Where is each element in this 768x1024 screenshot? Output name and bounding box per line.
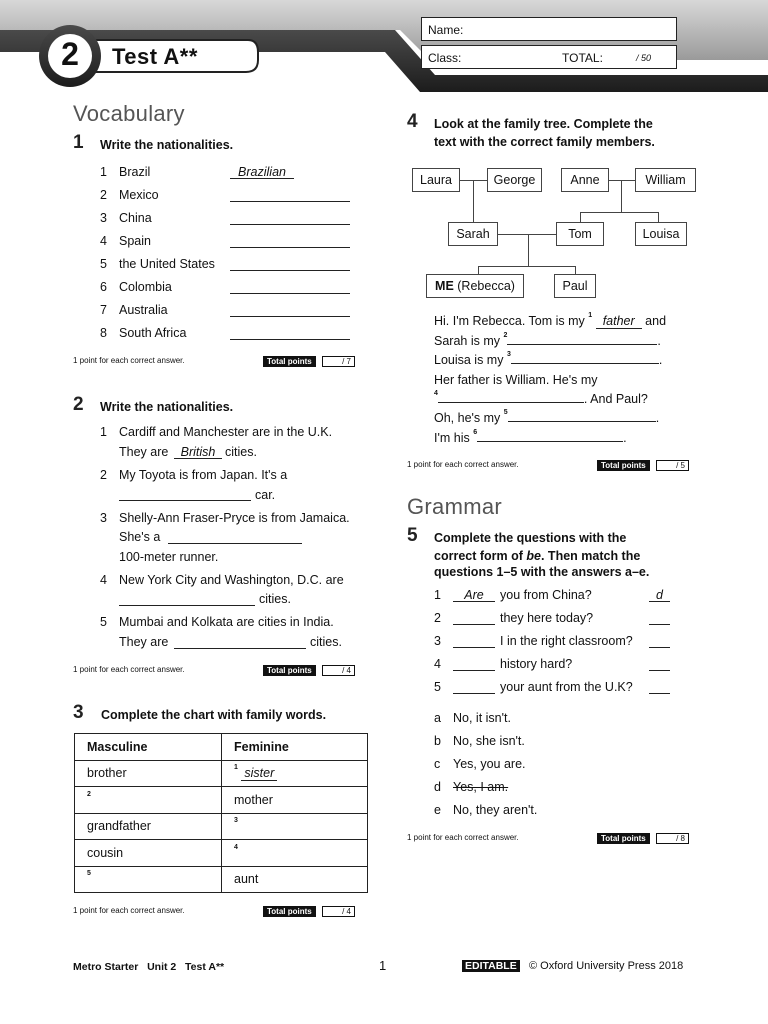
ex2-blank-3[interactable] — [168, 543, 302, 544]
chart-cell-masculine — [75, 840, 222, 867]
ex2-item-text: They are — [119, 635, 169, 649]
ex2-total-label: Total points — [263, 665, 316, 676]
ex4-text-line-4: Her father is William. He's my — [434, 373, 598, 387]
ex5-question-text: your aunt from the U.K? — [500, 680, 633, 694]
chart-cell-text: grandfather — [87, 819, 151, 834]
ex2-number: 2 — [73, 394, 84, 415]
ex5-match-blank[interactable] — [649, 624, 670, 625]
ex5-question-number: 4 — [434, 657, 441, 671]
ex4-instruction-1: Look at the family tree. Complete the — [434, 117, 653, 131]
chart-blank-number: 3 — [234, 817, 238, 825]
ex1-blank[interactable] — [230, 270, 350, 271]
ex1-answer: Brazilian — [238, 165, 286, 179]
tree-node-paul: Paul — [554, 274, 596, 298]
editable-badge: EDITABLE — [462, 960, 520, 972]
ex4-text-line-2: Sarah is my $^2$ . — [434, 332, 661, 348]
tree-node-george: George — [487, 168, 542, 192]
ex4-blank-number: 1 — [588, 312, 593, 319]
ex5-answer-text: No, they aren't. — [453, 803, 538, 817]
ex1-item-number: 7 — [100, 303, 107, 317]
tree-link — [580, 212, 658, 213]
ex1-item-country: South Africa — [119, 326, 187, 340]
ex5-question-text: history hard? — [500, 657, 573, 671]
ex2-blank-1[interactable] — [174, 458, 222, 459]
ex1-blank[interactable] — [230, 224, 350, 225]
chart-row — [75, 787, 368, 814]
name-label: Name: — [428, 23, 464, 37]
ex4-blank-number: 2 — [503, 332, 508, 339]
ex5-instruction-1: Complete the questions with the — [434, 531, 627, 545]
chart-header-feminine: Feminine — [222, 734, 368, 761]
ex2-item-text: They are — [119, 445, 169, 459]
ex4-blank-4[interactable] — [438, 392, 584, 403]
ex4-text: and — [645, 314, 667, 328]
chart-cell-text: mother — [234, 792, 273, 807]
ex4-blank-number: 5 — [503, 409, 508, 416]
ex4-text: Oh, he's my — [434, 411, 501, 425]
ex5-answer-letter: d — [434, 780, 441, 794]
ex1-blank[interactable] — [230, 178, 294, 179]
ex3-total-label: Total points — [263, 906, 316, 917]
ex5-instruction-be: be — [526, 549, 541, 563]
ex5-question-blank[interactable] — [453, 693, 495, 694]
ex4-blank-number: 6 — [473, 429, 478, 436]
ex1-item-number: 1 — [100, 165, 107, 179]
ex4-text: Sarah is my — [434, 334, 500, 348]
tree-link — [478, 266, 479, 274]
ex5-number: 5 — [407, 525, 418, 546]
ex2-item-number: 4 — [100, 573, 107, 587]
tree-node-william: William — [635, 168, 696, 192]
ex4-text-line-6: Oh, he's my $^5$ . — [434, 409, 660, 425]
ex5-instruction-2 — [434, 548, 640, 565]
chart-header-row — [75, 734, 368, 761]
tree-node-rebecca-label: (Rebecca) — [453, 279, 515, 293]
ex5-match-answer: d — [656, 588, 663, 602]
ex5-question-blank[interactable] — [453, 601, 495, 602]
chart-header-masculine: Masculine — [75, 734, 222, 761]
chart-row — [75, 760, 368, 787]
chart-cell-text: cousin — [87, 845, 124, 860]
ex5-question-answer: Are — [464, 588, 484, 602]
ex2-item-text: My Toyota is from Japan. It's a — [119, 468, 288, 482]
ex5-answer-text: No, it isn't. — [453, 711, 511, 725]
ex5-question-text: I in the right classroom? — [500, 634, 633, 648]
ex1-item-country: Spain — [119, 234, 151, 248]
tree-node-sarah: Sarah — [448, 222, 498, 246]
chart-cell-feminine[interactable] — [222, 760, 368, 787]
ex4-blank-5[interactable] — [508, 411, 656, 422]
ex2-instruction: Write the nationalities. — [100, 400, 234, 414]
ex4-text-line-5 — [434, 392, 648, 406]
ex2-item-text: car. — [255, 488, 276, 502]
ex1-blank[interactable] — [230, 247, 350, 248]
ex1-item-number: 3 — [100, 211, 107, 225]
ex4-text: . And Paul? — [583, 392, 648, 406]
chart-answer-sister: sister — [241, 766, 277, 781]
chart-cell-feminine[interactable] — [222, 813, 368, 840]
ex2-blank-2[interactable] — [119, 500, 251, 501]
ex5-answer-text: Yes, you are. — [453, 757, 526, 771]
ex5-match-blank[interactable] — [649, 647, 670, 648]
ex4-number: 4 — [407, 111, 418, 132]
ex4-answer-father: father — [596, 314, 642, 329]
ex1-blank[interactable] — [230, 316, 350, 317]
tree-link — [528, 234, 529, 266]
ex5-question-blank[interactable] — [453, 670, 495, 671]
ex1-blank[interactable] — [230, 293, 350, 294]
ex5-answer-letter: b — [434, 734, 441, 748]
ex3-points-note: 1 point for each correct answer. — [73, 906, 185, 915]
ex2-item-number: 5 — [100, 615, 107, 629]
grammar-title: Grammar — [407, 494, 502, 519]
chart-row — [75, 866, 368, 893]
ex1-points-note: 1 point for each correct answer. — [73, 356, 185, 365]
ex4-text-line-7: I'm his $^6$ . — [434, 429, 627, 445]
ex5-total-box[interactable]: / 8 — [656, 833, 689, 844]
ex1-item-number: 5 — [100, 257, 107, 271]
chart-cell-feminine — [222, 866, 368, 893]
ex5-match-blank[interactable] — [649, 670, 670, 671]
tree-node-anne: Anne — [561, 168, 609, 192]
chart-cell-text: brother — [87, 766, 127, 781]
ex2-item-text: Cardiff and Manchester are in the U.K. — [119, 425, 333, 439]
ex5-question-number: 3 — [434, 634, 441, 648]
ex5-instruction-3: questions 1–5 with the answers a–e. — [434, 565, 650, 579]
ex4-text-line-3: Louisa is my $^3$ . — [434, 351, 663, 367]
ex2-blank-4[interactable] — [119, 605, 255, 606]
ex5-question-number: 2 — [434, 611, 441, 625]
chart-cell-masculine — [75, 813, 222, 840]
chart-blank-number: 1 — [234, 764, 238, 772]
ex1-blank[interactable] — [230, 201, 350, 202]
ex5-instruction-text: . Then match the — [540, 549, 641, 563]
chart-cell-masculine — [75, 760, 222, 787]
ex2-item-number: 1 — [100, 425, 107, 439]
footer-left: Metro Starter Unit 2 Test A** — [73, 961, 225, 973]
tree-node-louisa: Louisa — [635, 222, 687, 246]
ex1-total-box[interactable]: / 7 — [322, 356, 355, 367]
ex1-blank[interactable] — [230, 339, 350, 340]
ex1-instruction: Write the nationalities. — [100, 138, 234, 152]
tree-link — [575, 266, 576, 274]
ex4-total-label: Total points — [597, 460, 650, 471]
total-label: TOTAL: — [562, 51, 603, 65]
ex1-item-country: Australia — [119, 303, 168, 317]
name-field[interactable] — [421, 17, 677, 41]
tree-link — [478, 266, 575, 267]
chart-cell-feminine[interactable] — [222, 840, 368, 867]
tree-node-laura: Laura — [412, 168, 460, 192]
ex5-answer-text: No, she isn't. — [453, 734, 525, 748]
ex4-instruction-2: text with the correct family members. — [434, 135, 655, 149]
copyright: © Oxford University Press 2018 — [529, 960, 684, 972]
ex2-item-number: 2 — [100, 468, 107, 482]
ex5-total-label: Total points — [597, 833, 650, 844]
ex4-points-note: 1 point for each correct answer. — [407, 460, 519, 469]
ex2-item-text: cities. — [225, 445, 257, 459]
chart-blank-number: 5 — [87, 870, 91, 878]
ex2-item-text: Mumbai and Kolkata are cities in India. — [119, 615, 334, 629]
ex5-question-text: you from China? — [500, 588, 592, 602]
tree-link — [580, 212, 581, 222]
ex4-text: Hi. I'm Rebecca. Tom is my — [434, 314, 585, 328]
chart-cell-masculine[interactable] — [75, 866, 222, 893]
ex2-item-text: cities. — [310, 635, 342, 649]
ex4-blank-number: 4 — [434, 390, 438, 397]
vocabulary-title: Vocabulary — [73, 101, 185, 126]
ex1-total-label: Total points — [263, 356, 316, 367]
page-number: 1 — [379, 958, 387, 973]
ex2-item-text: She's a — [119, 530, 161, 544]
ex4-total-box[interactable]: / 5 — [656, 460, 689, 471]
ex5-points-note: 1 point for each correct answer. — [407, 833, 519, 842]
ex5-question-number: 1 — [434, 588, 441, 602]
ex5-answer-letter: e — [434, 803, 441, 817]
ex1-number: 1 — [73, 132, 84, 153]
tree-link — [609, 180, 635, 181]
ex5-answer-text: Yes, I am. — [453, 780, 509, 794]
ex1-item-country: Colombia — [119, 280, 172, 294]
chart-blank-number: 2 — [87, 790, 91, 798]
tree-link — [658, 212, 659, 222]
ex4-text-line-1 — [434, 314, 666, 329]
ex4-blank-2[interactable] — [507, 334, 657, 345]
chart-cell-text: aunt — [234, 872, 259, 887]
ex5-question-blank[interactable] — [453, 647, 495, 648]
ex5-question-text: they here today? — [500, 611, 594, 625]
test-title: Test A** — [112, 44, 198, 69]
chart-row — [75, 813, 368, 840]
total-out-of: / 50 — [636, 53, 652, 63]
ex3-instruction: Complete the chart with family words. — [101, 708, 327, 722]
ex1-item-number: 4 — [100, 234, 107, 248]
ex1-item-country: China — [119, 211, 152, 225]
ex5-question-blank[interactable] — [453, 624, 495, 625]
ex5-question-number: 5 — [434, 680, 441, 694]
ex2-answer-1: British — [180, 445, 216, 459]
ex4-blank-3[interactable] — [511, 353, 659, 364]
ex1-item-country: the United States — [119, 257, 215, 271]
ex2-total-box[interactable]: / 4 — [322, 665, 355, 676]
ex1-item-number: 8 — [100, 326, 107, 340]
family-words-chart — [74, 733, 368, 893]
chart-blank-number: 4 — [234, 843, 238, 851]
ex2-item-number: 3 — [100, 511, 107, 525]
chart-cell-masculine[interactable] — [75, 787, 222, 814]
tree-node-tom: Tom — [556, 222, 604, 246]
ex5-answer-letter: a — [434, 711, 441, 725]
ex2-item-text: cities. — [259, 592, 291, 606]
chart-row — [75, 840, 368, 867]
class-field[interactable] — [421, 45, 677, 69]
tree-node-me-rebecca — [426, 274, 524, 298]
chart-cell-feminine — [222, 787, 368, 814]
ex4-text: Louisa is my — [434, 353, 504, 367]
ex2-item-text: Shelly-Ann Fraser-Pryce is from Jamaica. — [119, 511, 350, 525]
ex4-blank-number: 3 — [506, 351, 511, 358]
tree-node-me-label: ME — [435, 279, 454, 293]
ex1-item-country: Mexico — [119, 188, 159, 202]
ex2-item-text: New York City and Washington, D.C. are — [119, 573, 344, 587]
ex4-text: I'm his — [434, 431, 470, 445]
tree-link — [621, 180, 622, 212]
ex5-instruction-text: correct form of — [434, 549, 527, 563]
ex4-blank-6[interactable] — [477, 431, 623, 442]
ex1-item-country: Brazil — [119, 165, 151, 179]
tree-link — [473, 180, 474, 222]
tree-link — [498, 234, 556, 235]
ex2-blank-5[interactable] — [174, 648, 306, 649]
unit-number: 2 — [61, 36, 79, 72]
ex5-match-blank[interactable] — [649, 601, 670, 602]
ex3-number: 3 — [73, 702, 84, 723]
class-label: Class: — [428, 51, 462, 65]
ex5-answer-letter: c — [434, 757, 441, 771]
ex2-item-text: 100-meter runner. — [119, 550, 219, 564]
ex5-match-blank[interactable] — [649, 693, 670, 694]
ex2-points-note: 1 point for each correct answer. — [73, 665, 185, 674]
ex1-item-number: 2 — [100, 188, 107, 202]
ex3-total-box[interactable]: / 4 — [322, 906, 355, 917]
ex1-item-number: 6 — [100, 280, 107, 294]
